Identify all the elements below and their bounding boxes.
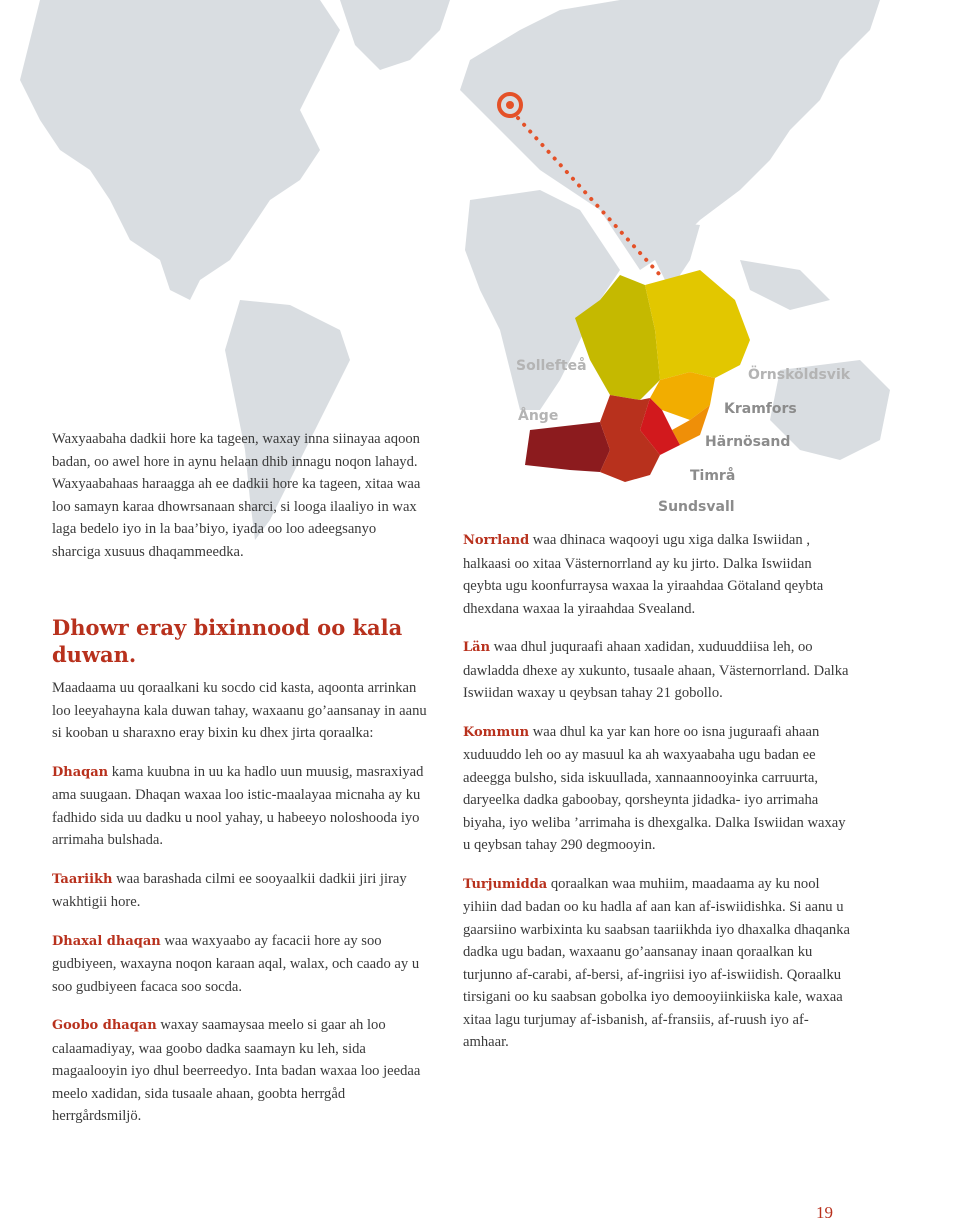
page-number: 19 xyxy=(816,1203,833,1222)
definition-text: waa waxyaabo ay facacii hore ay soo gudbiyeen, waxayna noqon karaan aqal, walax, och caado ay u soo gudbiyeen facaca soo socda. xyxy=(52,932,420,995)
term-label: Dhaxal dhaqan xyxy=(52,933,161,949)
term-label: Taariikh xyxy=(52,871,113,887)
left-column xyxy=(52,677,430,1144)
definition-dhaqan xyxy=(52,761,430,852)
section-heading: Dhowr eray bixinnood oo kala duwan. xyxy=(52,615,403,667)
right-column xyxy=(463,529,853,1070)
definition-text: waxay saamaysaa meelo si gaar ah loo calaamadiyay, waa goobo dadka saamayn ku leh, sida magaalooyin iyo dhul beerreedyo. Inta badan waxaa loo jeedaa meelo xadidan, sida tusaale ahaan, goobta herrgåd herrgårdsmiljö. xyxy=(52,1017,421,1124)
term-label: Turjumidda xyxy=(463,876,548,892)
label-kramfors: Kramfors xyxy=(724,401,797,417)
definition-text: waa dhul ka yar kan hore oo isna juguraafi ahaan xuduuddo leh oo ay masuul ka ah waxyaabaha ugu badan ee adeegga bulsho, sida iskuullada, xannaannooyinka carruurta, daryeelka dadka gaboobay, qorsheynta jidadka- iyo arrimaha biyaha, iyo weliba ’arrimaha is dhexgalka. Dalka Iswiidan waxay u qeybsan tahay 290 degmooyin. xyxy=(463,723,846,853)
definition-norrland xyxy=(463,529,853,620)
region-ornskoldsvik xyxy=(645,270,750,380)
intro-block xyxy=(52,428,424,563)
definition-text: qoraalkan waa muhiim, maadaama ay ku nool yihiin dad badan oo ku hadla af aan kan af-iswiidishka. Si aanu u gaarsiino warbixinta ku saabsan taariikhda iyo dhaxalka dhaqanka dadka ugu badan, waxaanu go’aansanay inaan qoraalkan ku turjunno af-carabi, af-bersi, af-ingriisi iyo af-iswiidish. Qoraalku tirsigani oo ku saabsan gobolka iyo demooyiinkiiska kale, waxaa xitaa lagu turjumay af-isbanish, af-fransiis, af-ruush iyo af-amhaar. xyxy=(463,875,851,1050)
term-label: Goobo dhaqan xyxy=(52,1018,157,1033)
definition-turjumidda xyxy=(463,873,853,1054)
label-timra: Timrå xyxy=(690,468,736,484)
label-ange: Ånge xyxy=(518,408,559,424)
term-label: Norrland xyxy=(463,533,530,548)
lead-paragraph: Maadaama uu qoraalkani ku socdo cid kasta, aqoonta arrinkan loo leeyahayna kala duwan tahay, waxaanu go’aansanay in aanu si kooban u sharaxno eray bixin ku dhex jirta qoraalka: xyxy=(52,680,427,741)
definition-goobo-dhaqan xyxy=(52,1014,430,1128)
label-ornskoldsvik: Örnsköldsvik xyxy=(748,367,851,383)
definition-taariikh xyxy=(52,868,430,914)
definition-text: kama kuubna in uu ka hadlo uun muusig, masraxiyad ama suugaan. Dhaqan waxaa loo istic-maalayaa micnaha ay ku fadhido sida uu dadku u nool yahay, u habeeyo noloshooda iyo arrimaha bulshada. xyxy=(52,763,424,848)
term-label: Kommun xyxy=(463,724,530,740)
term-label: Dhaqan xyxy=(52,764,109,780)
label-solleftea: Sollefteå xyxy=(516,358,587,374)
label-harnosand: Härnösand xyxy=(705,434,791,450)
definition-dhaxal-dhaqan xyxy=(52,930,430,999)
term-label: Län xyxy=(463,640,491,655)
definition-kommun xyxy=(463,721,853,857)
definition-lan xyxy=(463,636,853,705)
definition-text: waa dhul juquraafi ahaan xadidan, xuduuddiisa leh, oo dawladda dhexe ay xukunto, tusaale ahaan, Västernorrland. Dalka Iswiidan waxay u qeybsan tahay 21 gobollo. xyxy=(463,639,849,701)
intro-text: Waxyaabaha dadkii hore ka tageen, waxay inna siinayaa aqoon badan, oo awel hore in aynu helaan dhib innagu noqon lahayd. Waxyaabahaas haraagga ah ee dadkii hore ka tageen, xitaa waa loo samayn karaa dhowrsanaan sharci, si looga ilaaliyo in wax laga bedelo iyo in la baa’biyo, iyada oo loo adeegsanyo sharciga xusuus dhaqammeedka. xyxy=(52,431,421,560)
definition-text: waa barashada cilmi ee sooyaalkii dadkii jiri jiray wakhtigii hore. xyxy=(52,870,407,910)
region-ange xyxy=(525,422,610,472)
label-sundsvall: Sundsvall xyxy=(658,499,735,515)
definition-text: waa dhinaca waqooyi ugu xiga dalka Iswiidan , halkaasi oo xitaa Västernorrland ay ku jirto. Dalka Iswiidan qeybta ugu koonfurraysa waxaa la yiraahdaa Götaland qeybta dhexdana waxaa la yiraahdaa Svealand. xyxy=(463,532,824,617)
